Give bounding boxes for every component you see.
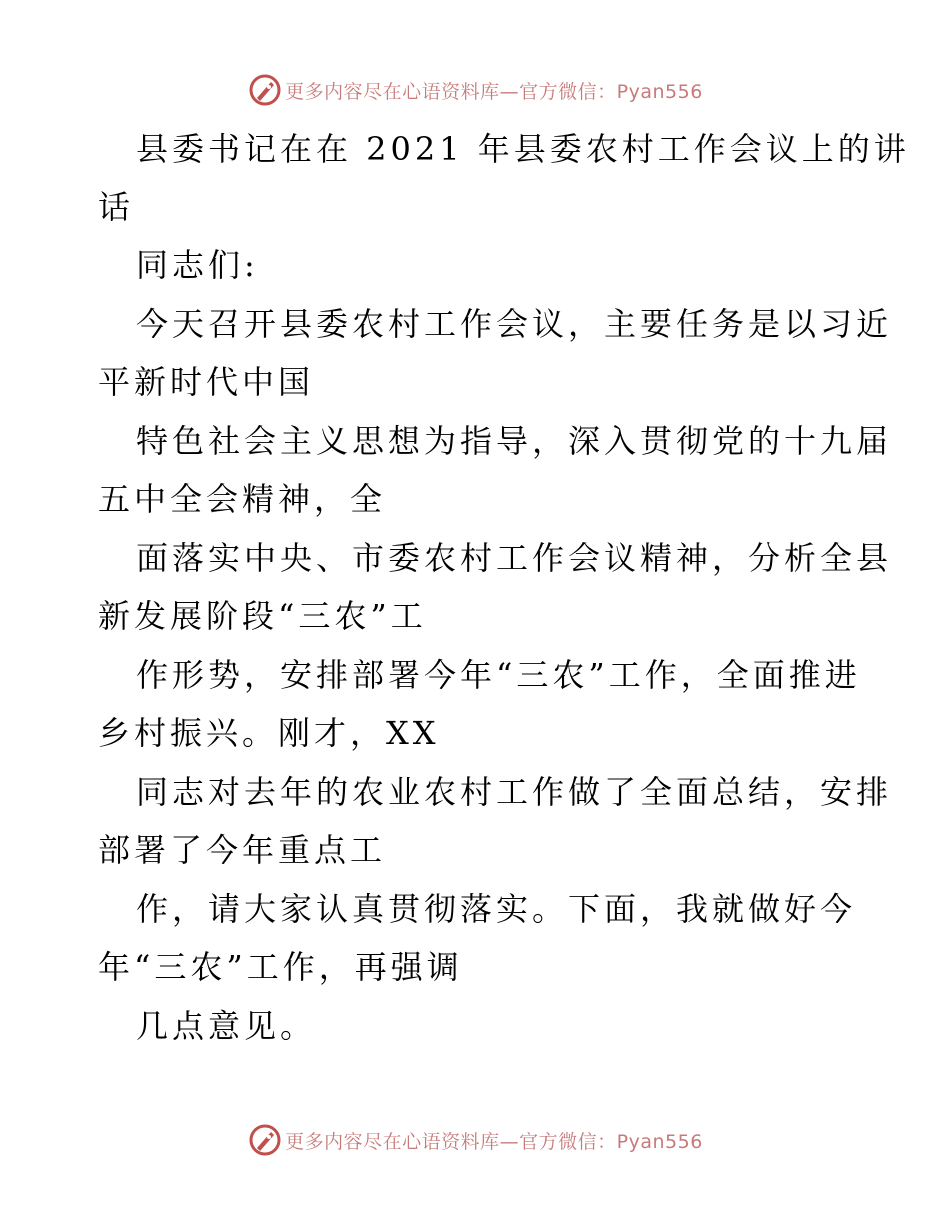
- doc-line: 乡村振兴。刚才，XX: [98, 714, 440, 752]
- doc-line: 新发展阶段“三农”工: [98, 597, 427, 635]
- doc-line: 县委书记在在 2021 年县委农村工作会议上的讲: [136, 130, 910, 168]
- doc-line: 作形势，安排部署今年“三农”工作，全面推进: [136, 656, 861, 694]
- doc-line: 平新时代中国: [98, 363, 315, 401]
- pen-nib-circle-icon: [247, 1122, 283, 1158]
- watermark-text: 更多内容尽在心语资料库—官方微信：Pyan556: [285, 1130, 703, 1153]
- pen-nib-circle-icon: [247, 72, 283, 108]
- footer-watermark: [0, 1120, 950, 1160]
- doc-line: 部署了今年重点工: [98, 831, 387, 869]
- doc-line: 面落实中央、市委农村工作会议精神，分析全县: [136, 539, 893, 577]
- doc-line: 作，请大家认真贯彻落实。下面，我就做好今: [136, 890, 857, 928]
- doc-line: 同志们:: [136, 246, 259, 284]
- doc-line: 今天召开县委农村工作会议，主要任务是以习近: [136, 305, 893, 343]
- doc-line: 几点意见。: [136, 1007, 317, 1045]
- doc-line: 特色社会主义思想为指导，深入贯彻党的十九届: [136, 422, 893, 460]
- doc-line: 五中全会精神，全: [98, 480, 387, 518]
- doc-line: 话: [98, 188, 135, 226]
- header-watermark: [0, 70, 950, 110]
- doc-line: 同志对去年的农业农村工作做了全面总结，安排: [136, 773, 893, 811]
- watermark-text: 更多内容尽在心语资料库—官方微信：Pyan556: [285, 80, 703, 103]
- doc-line: 年“三农”工作，再强调: [98, 948, 463, 986]
